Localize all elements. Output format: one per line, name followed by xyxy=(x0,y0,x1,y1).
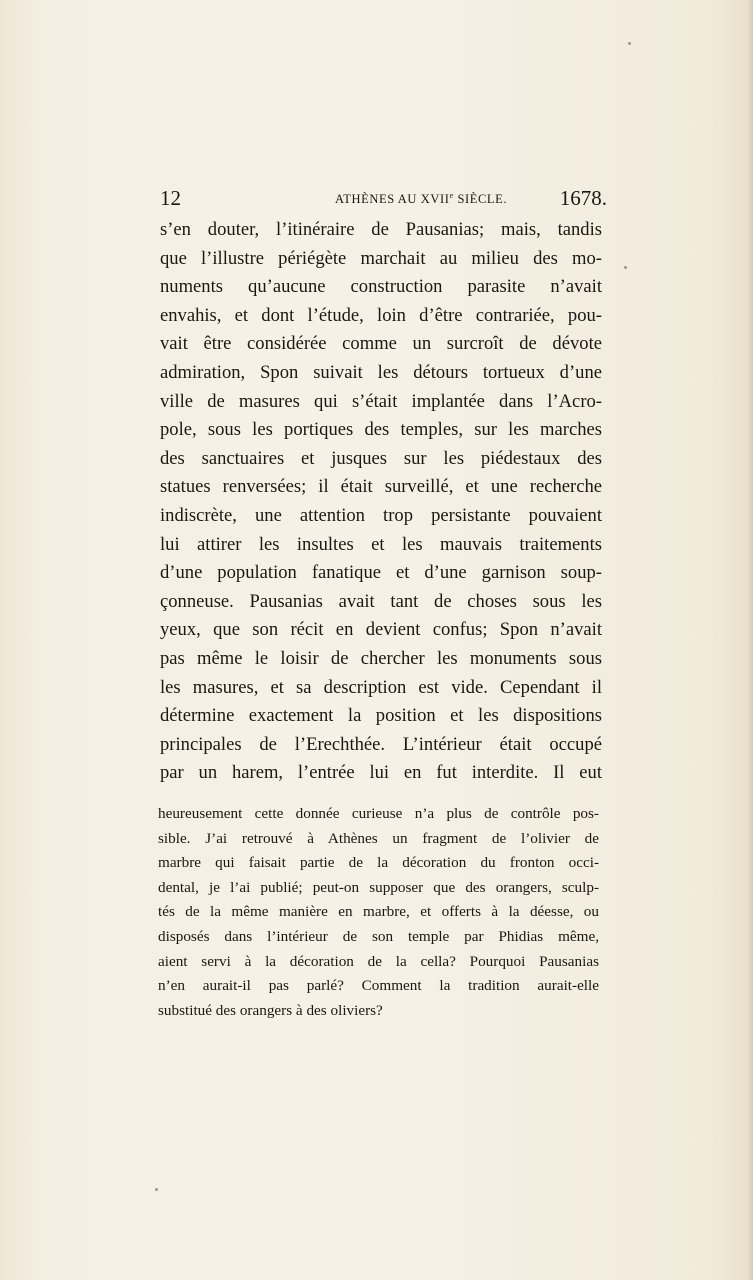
body-line: s’en douter, l’itinéraire de Pausanias; mais, tandis xyxy=(160,219,602,240)
footnote-line: marbre qui faisait partie de la décoration du fronton occi- xyxy=(158,854,599,872)
page-number: 12 xyxy=(160,186,181,210)
page-header xyxy=(160,184,607,216)
body-line: ville de masures qui s’était implantée dans l’Acro- xyxy=(160,390,602,412)
body-line: envahis, et dont l’étude, loin d’être contrariée, pou- xyxy=(160,304,602,326)
paper-speck xyxy=(624,266,627,269)
body-line: admiration, Spon suivait les détours tortueux d’une xyxy=(160,361,602,383)
running-head-title: ATHÈNES AU XVII xyxy=(335,192,450,206)
body-line: que l’illustre périégète marchait au milieu des mo- xyxy=(160,247,602,269)
footnote-line: dental, je l’ai publié; peut-on supposer que des orangers, sculp- xyxy=(158,878,599,896)
body-line: yeux, que son récit en devient confus; Spon n’avait xyxy=(160,619,602,641)
page-edge-shadow xyxy=(747,0,753,1280)
running-head xyxy=(335,189,507,209)
footnote-line: n’en aurait-il pas parlé? Comment la tradition aurait-elle xyxy=(158,977,599,995)
footnote-line: aient servi à la décoration de la cella? Pourquoi Pausanias xyxy=(158,952,599,970)
footnote-line: disposés dans l’intérieur de son temple par Phidias même, xyxy=(158,927,599,945)
body-line: pas même le loisir de chercher les monuments sous xyxy=(160,647,602,669)
body-line: d’une population fanatique et d’une garnison soup- xyxy=(160,562,602,584)
body-line: indiscrète, une attention trop persistante pouvaient xyxy=(160,504,602,526)
footnote-line: substitué des orangers à des oliviers? xyxy=(158,1001,383,1019)
body-line: par un harem, l’entrée lui en fut interdite. Il eut xyxy=(160,762,602,784)
body-line: détermine exactement la position et les dispositions xyxy=(160,705,602,727)
paper-speck xyxy=(628,42,631,45)
body-line: les masures, et sa description est vide. Cependant il xyxy=(160,676,602,698)
paper-speck xyxy=(155,1188,158,1191)
footnote xyxy=(158,802,599,1023)
body-line: numents qu’aucune construction parasite n’avait xyxy=(160,276,602,298)
footnote-line: sible. J’ai retrouvé à Athènes un fragment de l’olivier de xyxy=(158,829,599,847)
body-line: statues renversées; il était surveillé, et une recherche xyxy=(160,476,602,498)
page-year: 1678. xyxy=(559,186,607,210)
body-line: principales de l’Erechthée. L’intérieur était occupé xyxy=(160,733,602,755)
body-line: des sanctuaires et jusques sur les piédestaux des xyxy=(160,447,602,469)
body-line: vait être considérée comme un surcroît de dévote xyxy=(160,333,602,355)
body-line: lui attirer les insultes et les mauvais traitements xyxy=(160,533,602,555)
footnote-line: heureusement cette donnée curieuse n’a plus de contrôle pos- xyxy=(158,805,599,822)
main-text xyxy=(160,216,602,788)
running-head-suffix: SIÈCLE. xyxy=(453,192,508,206)
footnote-line: tés de la même manière en marbre, et offerts à la déesse, ou xyxy=(158,903,599,921)
body-line: pole, sous les portiques des temples, sur les marches xyxy=(160,419,602,441)
running-head-superscript: e xyxy=(449,190,454,200)
body-line: çonneuse. Pausanias avait tant de choses sous les xyxy=(160,590,602,612)
